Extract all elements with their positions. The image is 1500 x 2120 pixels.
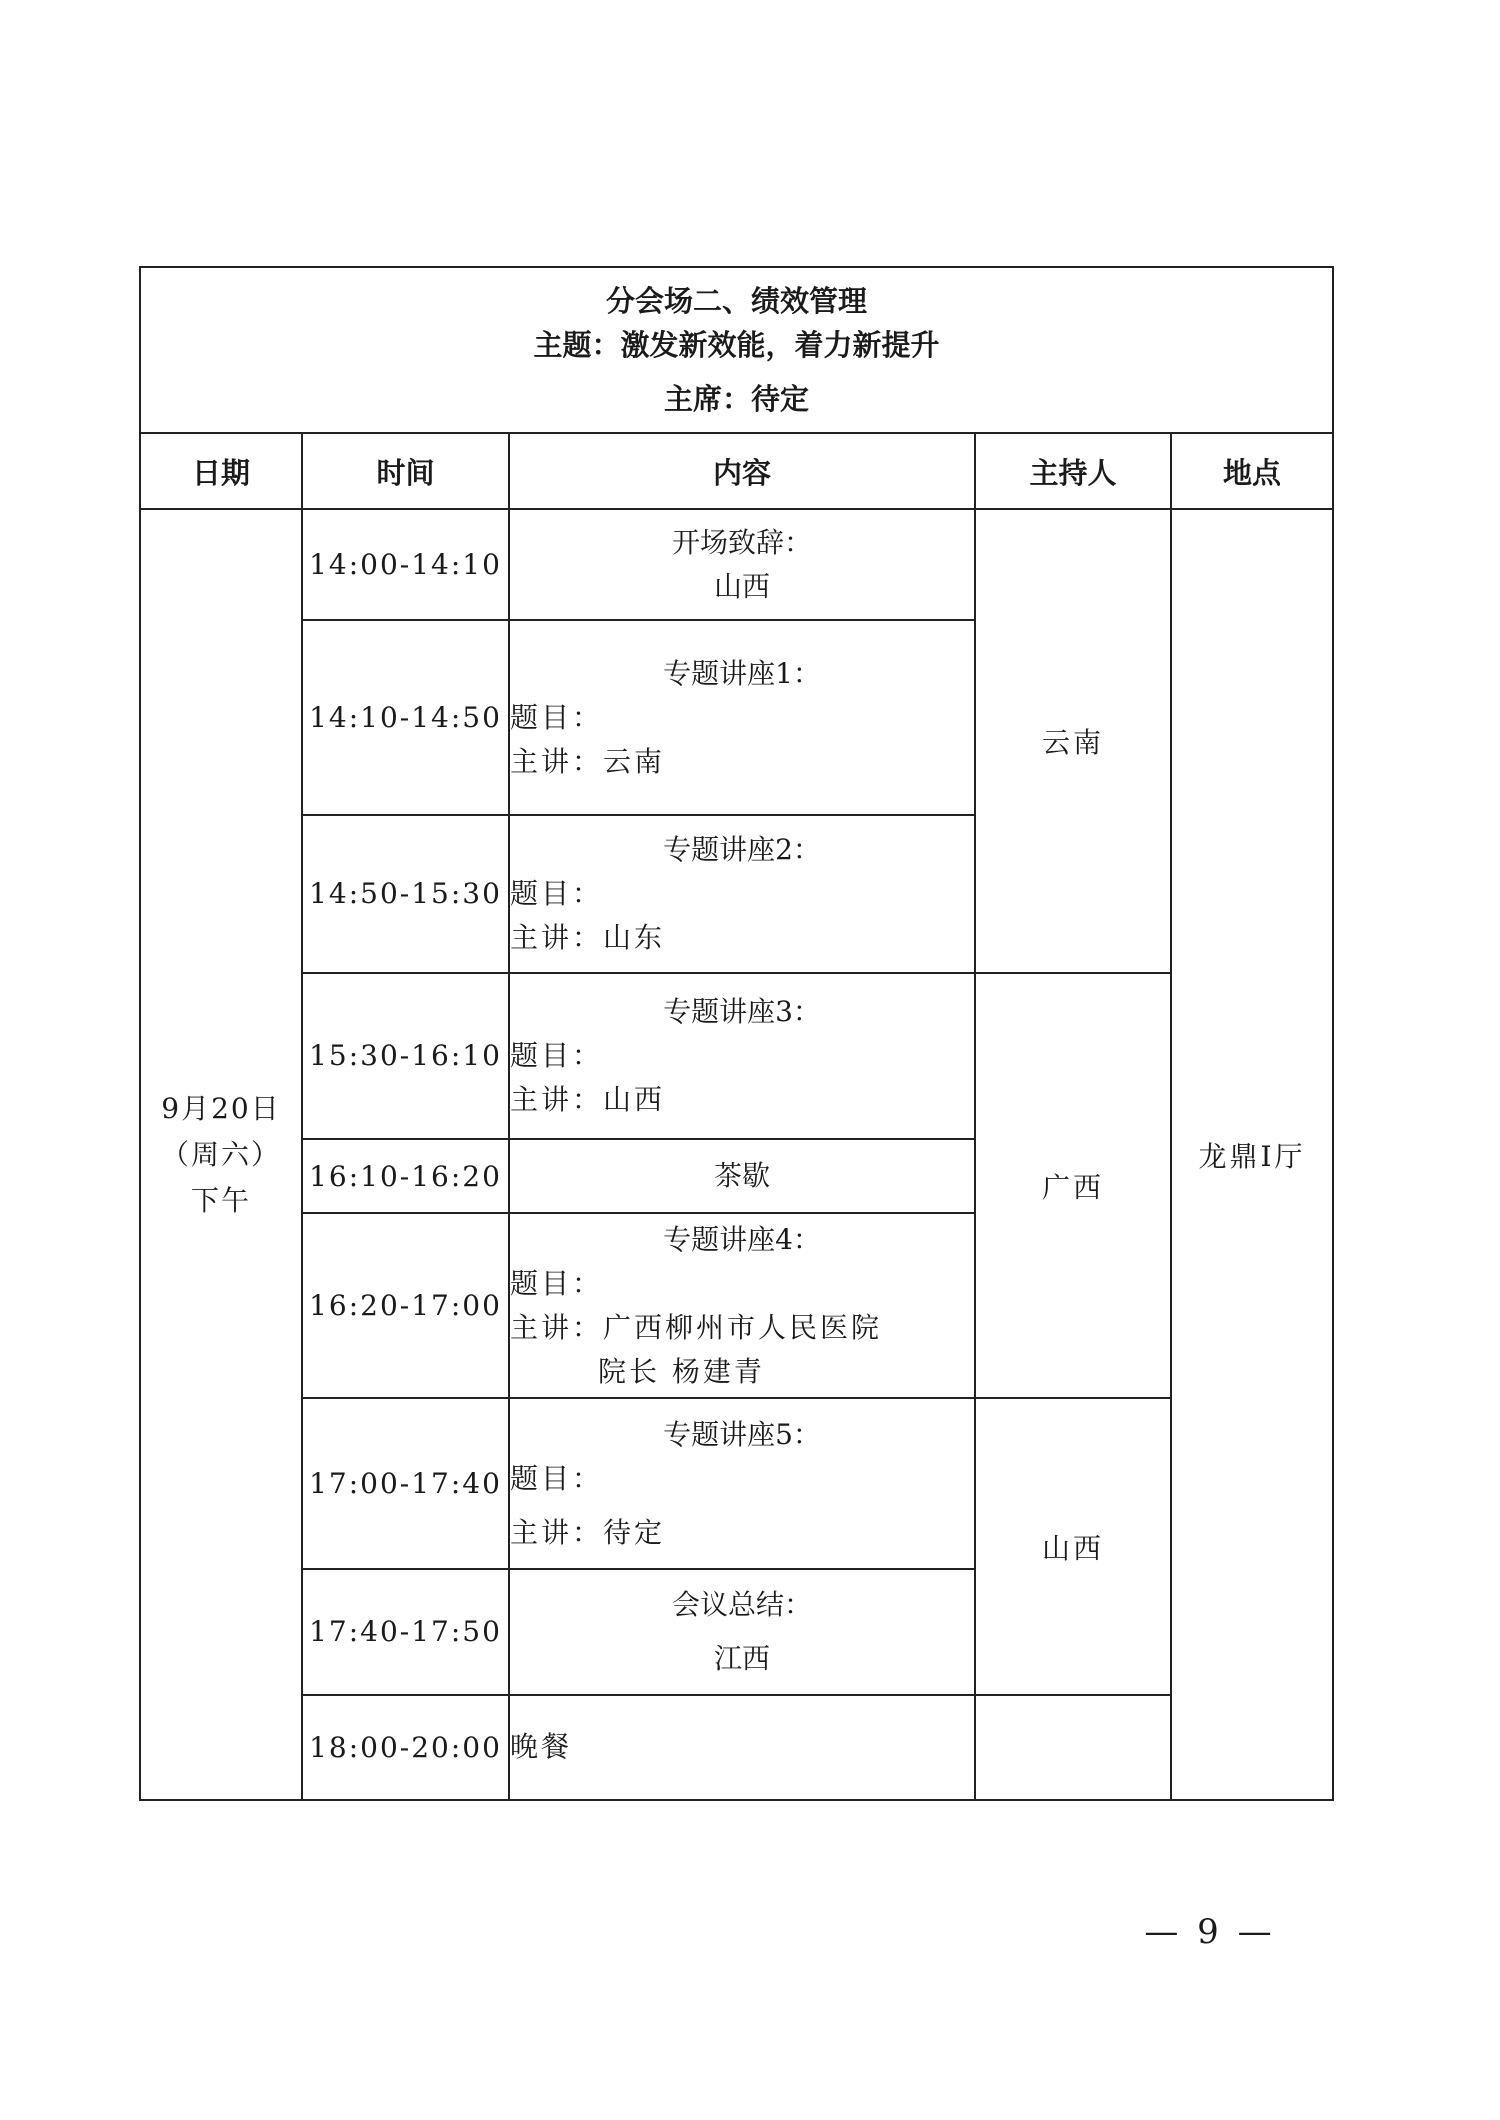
item-title: 茶歇 xyxy=(713,1159,770,1193)
item-topic: 题目： xyxy=(510,876,604,910)
item-title: 会议总结： xyxy=(671,1587,812,1621)
content-cell xyxy=(509,1695,975,1800)
item-topic: 题目： xyxy=(510,1266,604,1300)
session-chair: 主席：待定 xyxy=(664,382,810,417)
item-title: 晚餐 xyxy=(510,1730,573,1764)
date-period: 下午 xyxy=(190,1183,251,1217)
column-header-content: 内容 xyxy=(509,433,975,509)
date-weekday: （周六） xyxy=(160,1137,281,1171)
time-cell: 16:10-16:20 xyxy=(302,1139,509,1213)
content-cell xyxy=(509,509,975,620)
time-cell: 17:00-17:40 xyxy=(302,1398,509,1568)
table-row xyxy=(140,1398,1333,1568)
time-cell: 15:30-16:10 xyxy=(302,973,509,1139)
item-presenter: 山西 xyxy=(713,569,770,603)
item-speaker: 主讲：山西 xyxy=(510,1082,666,1116)
page-number: — 9 — xyxy=(1144,1912,1276,1952)
date-day: 9月20日 xyxy=(161,1091,281,1125)
item-speaker: 主讲：待定 xyxy=(510,1515,666,1549)
item-speaker: 主讲：广西柳州市人民医院 xyxy=(510,1310,883,1344)
content-cell xyxy=(509,620,975,814)
time-cell: 18:00-20:00 xyxy=(302,1695,509,1800)
item-speaker-title: 院长 杨建青 xyxy=(598,1354,765,1388)
item-topic: 题目： xyxy=(510,1038,604,1072)
column-header-date: 日期 xyxy=(140,433,302,509)
item-title: 专题讲座2： xyxy=(663,832,821,866)
column-header-host: 主持人 xyxy=(975,433,1171,509)
date-cell xyxy=(140,509,302,1800)
item-title: 专题讲座4： xyxy=(663,1222,821,1256)
content-cell xyxy=(509,1398,975,1568)
time-cell: 14:10-14:50 xyxy=(302,620,509,814)
time-cell: 14:00-14:10 xyxy=(302,509,509,620)
schedule-table xyxy=(139,266,1334,1801)
table-row xyxy=(140,1695,1333,1800)
time-cell: 16:20-17:00 xyxy=(302,1213,509,1398)
host-cell: 广西 xyxy=(975,973,1171,1399)
content-cell xyxy=(509,973,975,1139)
item-speaker: 主讲：云南 xyxy=(510,744,666,778)
table-row xyxy=(140,509,1333,620)
content-cell xyxy=(509,815,975,973)
session-header xyxy=(140,267,1333,433)
item-title: 专题讲座3： xyxy=(663,994,821,1028)
column-header-time: 时间 xyxy=(302,433,509,509)
content-cell xyxy=(509,1139,975,1213)
host-cell xyxy=(975,1695,1171,1800)
content-cell xyxy=(509,1569,975,1695)
content-cell xyxy=(509,1213,975,1398)
item-topic: 题目： xyxy=(510,1461,604,1495)
item-title: 专题讲座1： xyxy=(663,656,821,690)
item-topic: 题目： xyxy=(510,700,604,734)
item-speaker: 主讲：山东 xyxy=(510,920,666,954)
time-cell: 17:40-17:50 xyxy=(302,1569,509,1695)
host-cell: 山西 xyxy=(975,1398,1171,1694)
item-title: 开场致辞： xyxy=(671,525,812,559)
time-cell: 14:50-15:30 xyxy=(302,815,509,973)
table-row xyxy=(140,973,1333,1139)
column-header-venue: 地点 xyxy=(1171,433,1333,509)
session-title: 分会场二、绩效管理 xyxy=(606,284,868,319)
session-theme: 主题：激发新效能，着力新提升 xyxy=(533,328,940,363)
venue-cell: 龙鼎Ⅰ厅 xyxy=(1171,509,1333,1800)
item-title: 专题讲座5： xyxy=(663,1417,821,1451)
host-cell: 云南 xyxy=(975,509,1171,973)
item-presenter: 江西 xyxy=(713,1641,770,1675)
